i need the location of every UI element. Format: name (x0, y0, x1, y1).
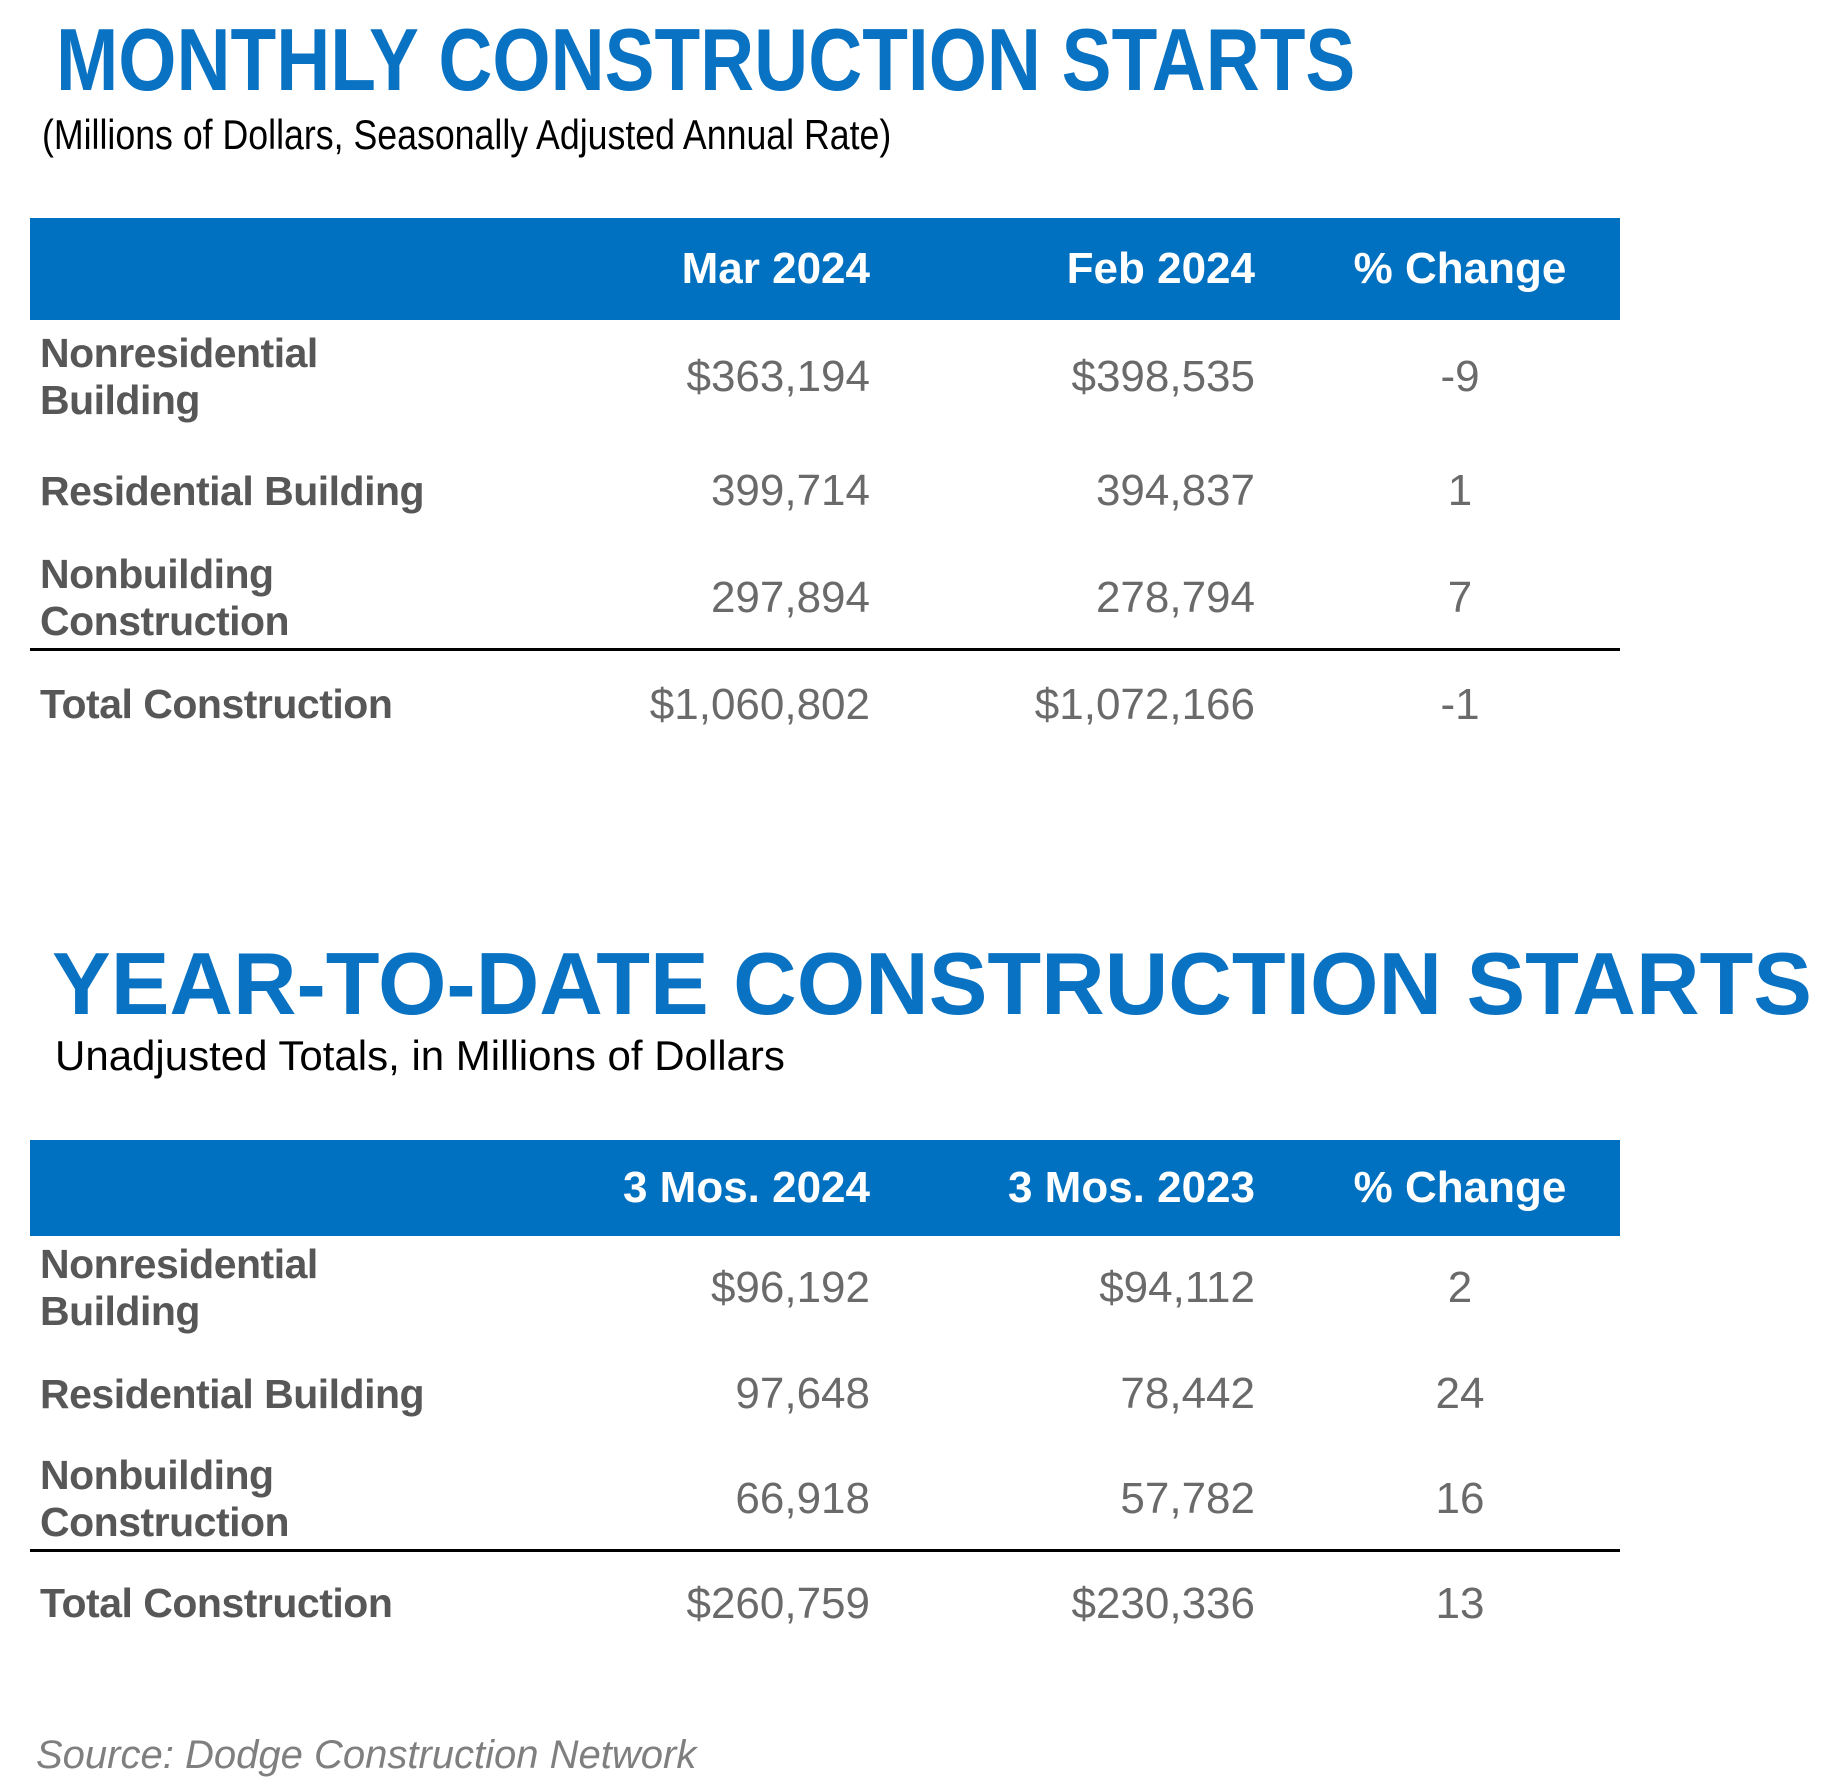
table-row-nonresidential (30, 1236, 1620, 1340)
row-label: Total Construction (40, 1580, 393, 1626)
table-row-total (30, 1549, 1620, 1655)
row-label: Nonresidential Building (40, 1241, 318, 1334)
table-row-nonbuilding (30, 1448, 1620, 1549)
column-header-feb-2024: Feb 2024 (1066, 244, 1255, 293)
row-label: Residential Building (40, 1370, 425, 1417)
row-label: Residential Building (40, 467, 425, 514)
cell-value: 278,794 (1095, 573, 1255, 622)
cell-value: $363,194 (686, 352, 870, 401)
monthly-section-title: MONTHLY CONSTRUCTION STARTS (56, 10, 1356, 109)
ytd-table-header-row (30, 1140, 1620, 1236)
cell-value: $260,759 (686, 1578, 870, 1628)
table-row-nonbuilding (30, 548, 1620, 648)
table-row-residential (30, 434, 1620, 548)
column-header-3mos-2023: 3 Mos. 2023 (1007, 1163, 1255, 1212)
cell-value: $96,192 (710, 1263, 870, 1312)
row-label: Nonresidential Building (40, 330, 318, 423)
cell-value: $398,535 (1071, 352, 1255, 401)
cell-value: $1,060,802 (649, 679, 870, 729)
table-row-residential (30, 1340, 1620, 1448)
row-label: Total Construction (40, 681, 393, 727)
cell-value: $1,072,166 (1034, 679, 1255, 729)
cell-pct-change: 16 (1435, 1473, 1485, 1523)
ytd-section-subtitle: Unadjusted Totals, in Millions of Dollars (55, 1032, 785, 1079)
ytd-table (30, 1140, 1620, 1655)
cell-pct-change: 24 (1435, 1369, 1485, 1418)
ytd-section-title: YEAR-TO-DATE CONSTRUCTION STARTS (52, 934, 1812, 1033)
cell-pct-change: 7 (1447, 573, 1473, 622)
cell-pct-change: 2 (1447, 1263, 1473, 1312)
column-header-pct-change: % Change (1353, 1163, 1567, 1212)
cell-value: 57,782 (1120, 1473, 1255, 1523)
cell-value: 97,648 (735, 1369, 870, 1418)
column-header-3mos-2024: 3 Mos. 2024 (622, 1163, 870, 1212)
column-header-mar-2024: Mar 2024 (681, 244, 870, 293)
cell-pct-change: -9 (1440, 352, 1480, 401)
row-label: Nonbuilding Construction (40, 551, 290, 644)
cell-value: 297,894 (710, 573, 870, 622)
monthly-table-header-row (30, 218, 1620, 320)
column-header-pct-change: % Change (1353, 244, 1567, 293)
table-row-nonresidential (30, 320, 1620, 434)
cell-value: 399,714 (710, 466, 870, 515)
cell-value: 78,442 (1120, 1369, 1255, 1418)
cell-value: 66,918 (735, 1473, 870, 1523)
table-row-total (30, 648, 1620, 758)
cell-value: $94,112 (1099, 1263, 1255, 1312)
cell-pct-change: 13 (1435, 1578, 1485, 1628)
cell-pct-change: 1 (1447, 466, 1473, 515)
cell-value: $230,336 (1071, 1578, 1255, 1628)
row-label: Nonbuilding Construction (40, 1451, 290, 1545)
cell-value: 394,837 (1095, 466, 1255, 515)
cell-pct-change: -1 (1440, 679, 1480, 729)
monthly-table (30, 218, 1620, 758)
monthly-section-subtitle: (Millions of Dollars, Seasonally Adjusted Annual Rate) (42, 111, 892, 158)
source-note: Source: Dodge Construction Network (36, 1733, 697, 1777)
